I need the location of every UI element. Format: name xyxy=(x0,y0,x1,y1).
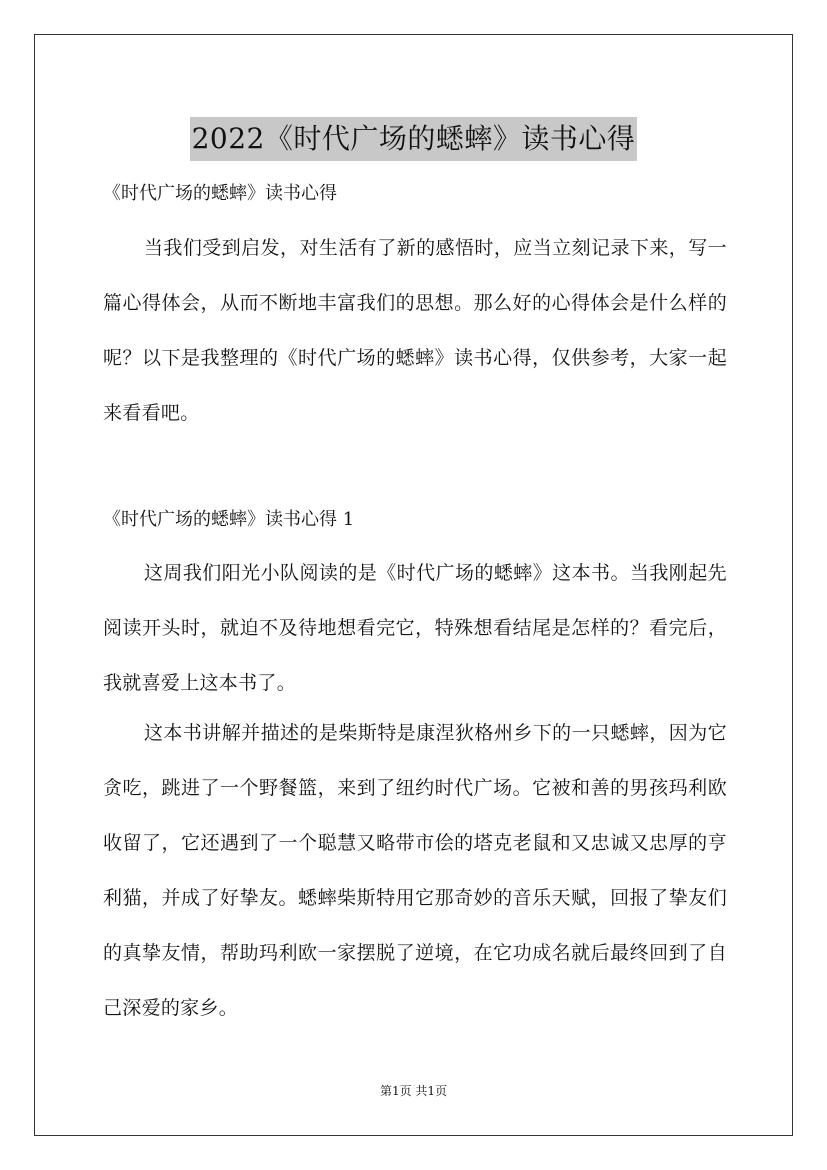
page-footer: 第1页 共1页 xyxy=(379,1084,448,1098)
intro-paragraph: 当我们受到启发，对生活有了新的感悟时，应当立刻记录下来，写一篇心得体会，从而不断地丰富我们的思想。那么好的心得体会是什么样的呢？以下是我整理的《时代广场的蟋蟀》读书心得，仅供参考，大家一起来看看吧。 xyxy=(103,237,727,424)
section-heading: 《时代广场的蟋蟀》读书心得 1 xyxy=(103,509,355,530)
document-subtitle: 《时代广场的蟋蟀》读书心得 xyxy=(103,183,337,204)
title-container xyxy=(0,98,827,180)
section-paragraph: 这周我们阳光小队阅读的是《时代广场的蟋蟀》这本书。当我刚起先阅读开头时，就迫不及待地想看完它，特殊想看结尾是怎样的？看完后，我就喜爱上这本书了。 xyxy=(103,562,727,694)
section-paragraph: 这本书讲解并描述的是柴斯特是康涅狄格州乡下的一只蟋蟀，因为它贪吃，跳进了一个野餐篮，来到了纽约时代广场。它被和善的男孩玛利欧收留了，它还遇到了一个聪慧又略带市侩的塔克老鼠和又忠诚又忠厚的亨利猫，并成了好挚友。蟋蟀柴斯特用它那奇妙的音乐天赋，回报了挚友们的真挚友情，帮助玛利欧一家摆脱了逆境，在它功成名就后最终回到了自己深爱的家乡。 xyxy=(103,722,727,1019)
document-title: 2022《时代广场的蟋蟀》读书心得 xyxy=(190,117,638,161)
